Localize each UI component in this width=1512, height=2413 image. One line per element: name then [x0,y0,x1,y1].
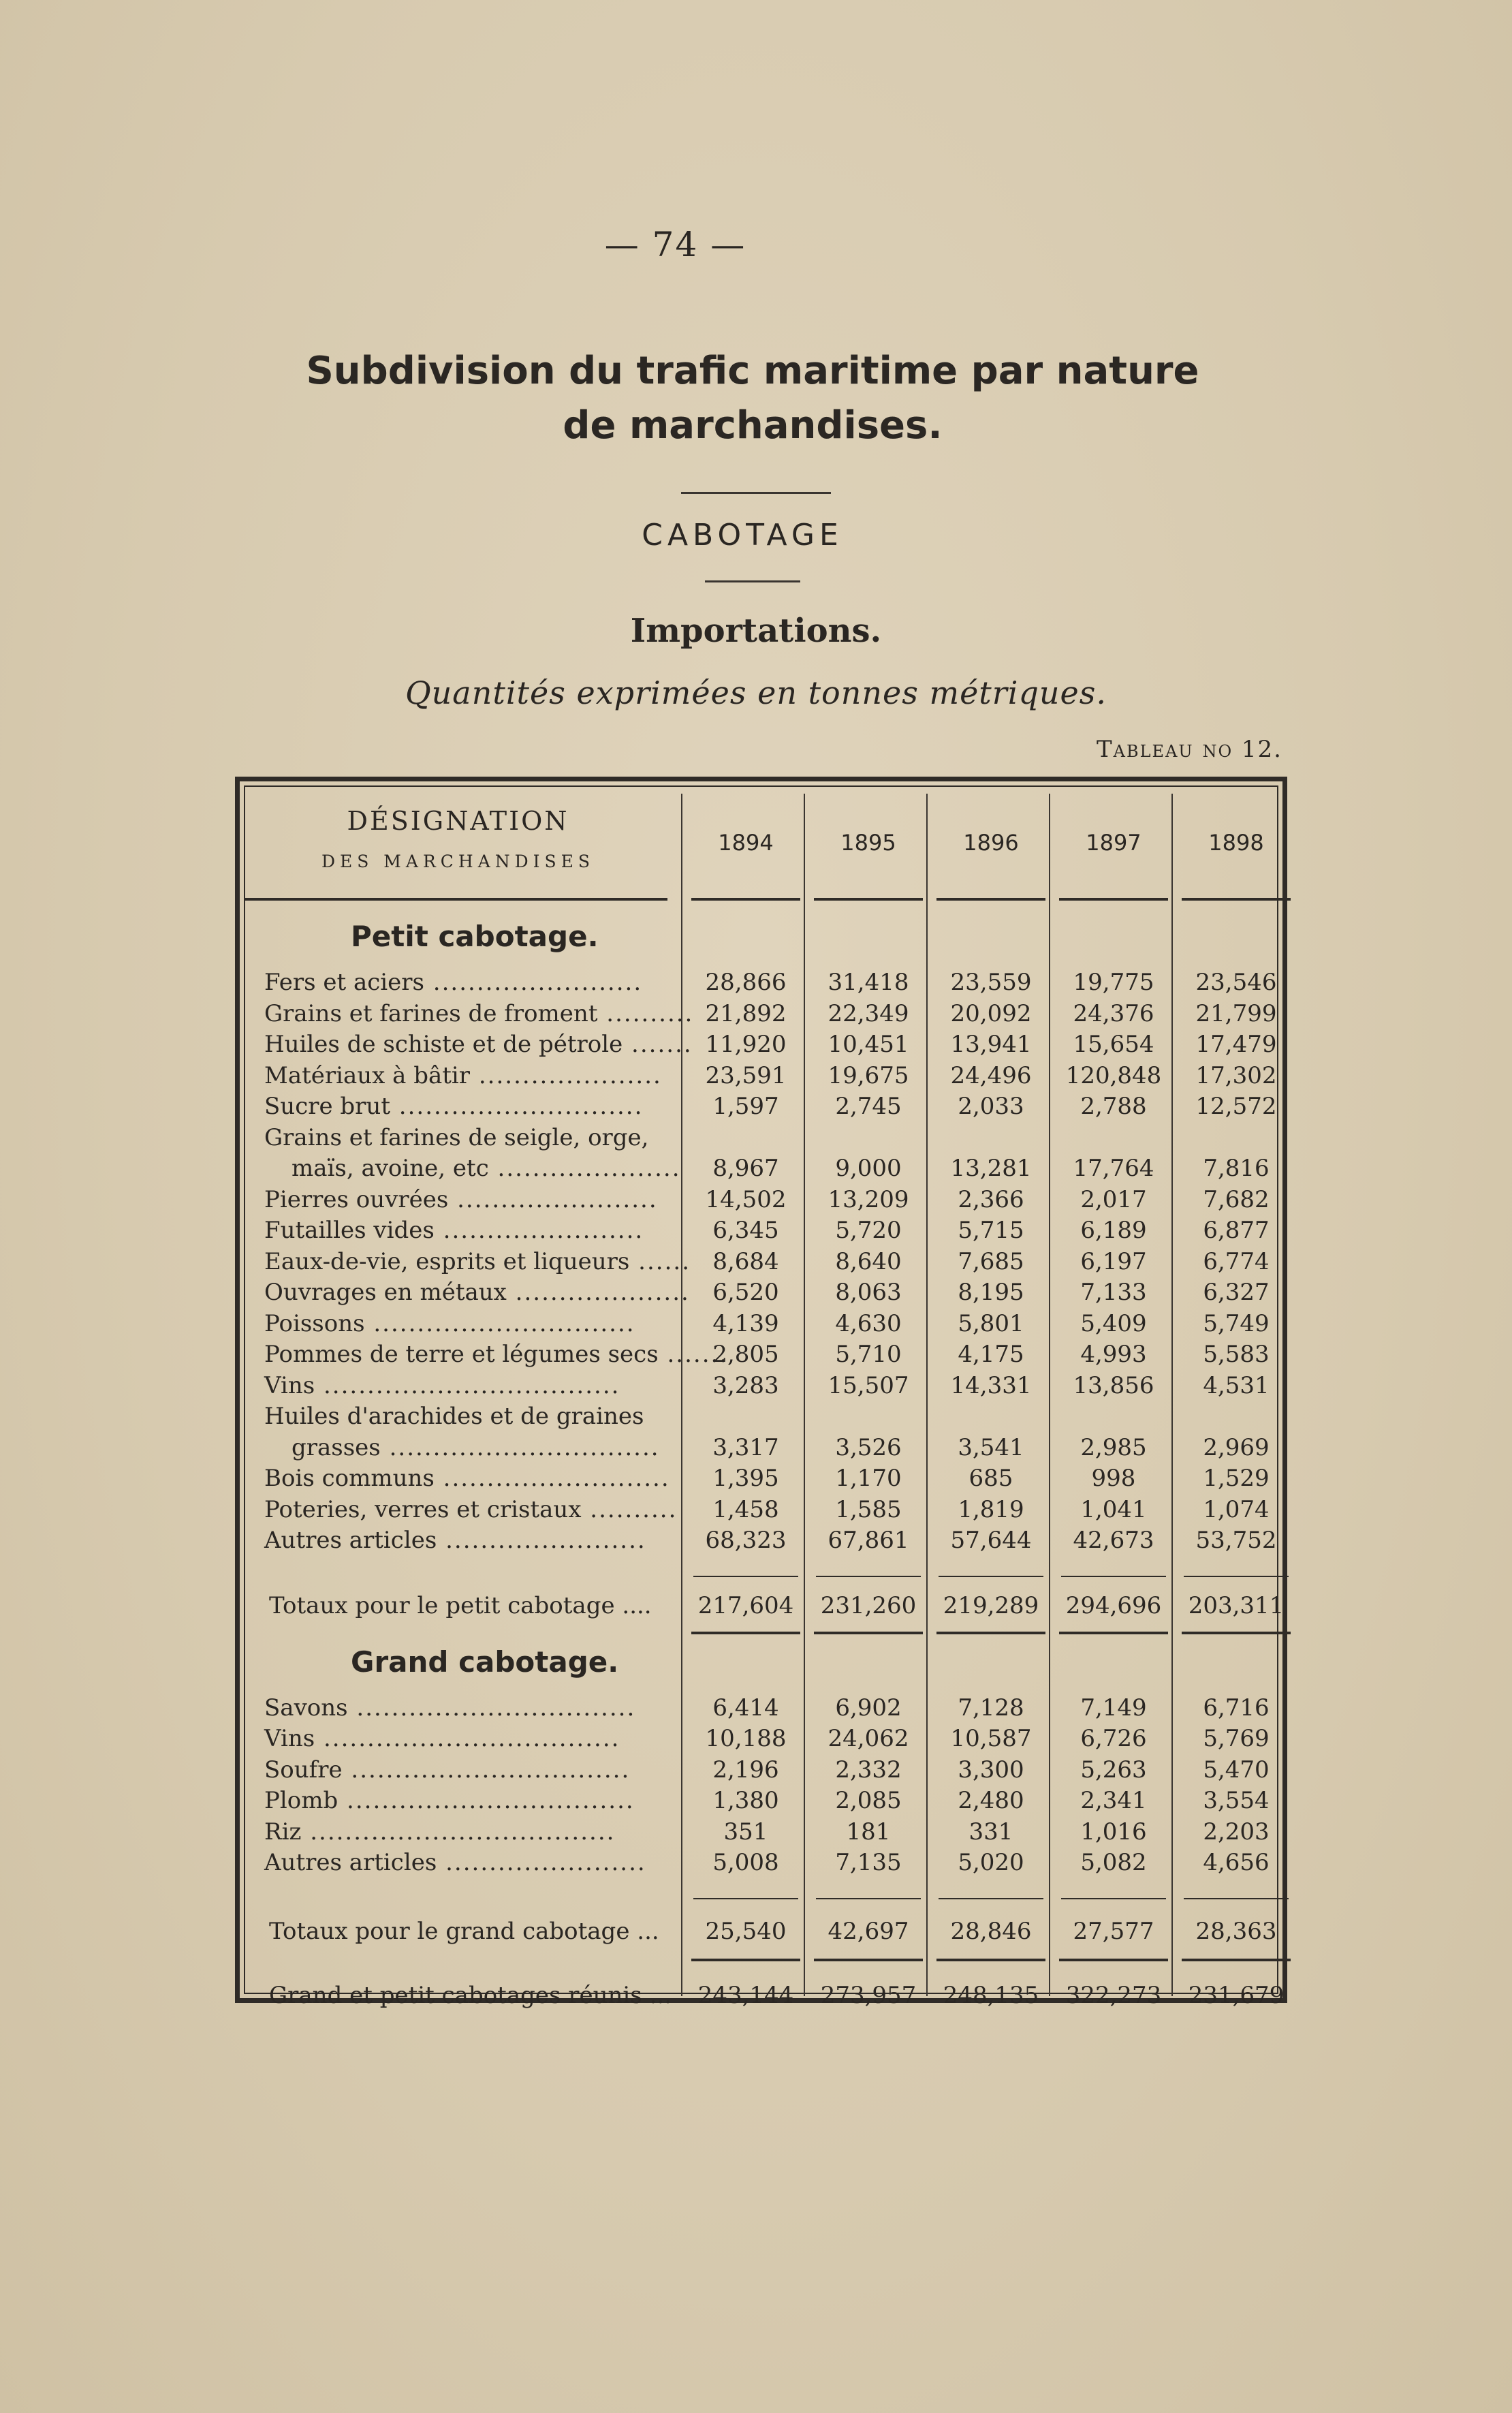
table-cell: 6,877 [1203,1217,1270,1244]
table-cell: 6,716 [1203,1694,1270,1722]
leader-dots: .............................. [364,1309,635,1337]
row-label-text: Ouvrages en métaux [264,1279,507,1306]
table-cell: 1,819 [958,1495,1024,1523]
total-rule [693,1576,798,1577]
table-number: Tableau no 12. [1096,736,1282,763]
row-label [264,999,694,1029]
table-cell: 28,866 [705,969,787,996]
table-cell: 6,774 [1203,1247,1270,1275]
table-cell: 998 [1091,1465,1136,1492]
table-cell: 4,175 [958,1341,1024,1368]
table-cell: 5,020 [958,1849,1024,1876]
total-rule [1182,1959,1291,1961]
leader-dots: ... [629,1917,659,1945]
header-year: 1897 [1086,830,1141,856]
table-cell: 6,902 [835,1694,902,1722]
leader-dots: ........................ [424,969,643,996]
table-cell: 1,597 [712,1093,779,1120]
leader-dots: ............................... [380,1433,660,1461]
group-title: Petit cabotage. [351,920,599,953]
table-cell: 20,092 [950,999,1032,1027]
table-cell: 19,775 [1073,969,1154,996]
header-year: 1894 [718,830,774,856]
leader-dots: .................................. [315,1725,620,1752]
row-label-text: Matériaux à bâtir [264,1061,471,1089]
total-rule [1182,1632,1291,1634]
total-rule [693,1898,798,1899]
row-label-text: Fers et aciers [264,969,424,996]
total-rule [936,1959,1045,1961]
table-cell: 6,197 [1080,1247,1147,1275]
total-rule [1059,1632,1168,1634]
table-cell: 13,281 [950,1155,1032,1182]
row-label-text: Vins [264,1371,315,1399]
table-cell: 17,764 [1073,1155,1154,1182]
section-label: CABOTAGE [642,518,843,552]
table-cell: 5,082 [1080,1849,1147,1876]
table-cell: 4,993 [1080,1341,1147,1368]
table-cell: 10,188 [705,1725,787,1752]
leader-dots: .......... [581,1495,678,1523]
header-year: 1898 [1208,830,1264,856]
row-label-text: Pierres ouvrées [264,1185,449,1213]
table-cell: 351 [723,1818,768,1846]
row-label-text: Grains et farines de froment [264,999,598,1027]
leader-dots: .......................... [434,1465,670,1492]
total-rule [814,1959,923,1961]
divider [705,580,800,582]
table-cell: 5,470 [1203,1756,1270,1784]
row-label [292,1153,702,1183]
row-label [264,1061,674,1091]
table-cell: 7,816 [1203,1155,1270,1182]
table-cell: 4,630 [835,1309,902,1337]
leader-dots: ....... [658,1341,729,1368]
page-number: — 74 — [604,225,746,264]
table-cell: 2,366 [958,1185,1024,1213]
header-rule [1059,898,1168,901]
table-cell: 7,685 [958,1247,1024,1275]
row-label-text: Eaux-de-vie, esprits et liqueurs [264,1247,630,1275]
table-cell: 5,769 [1203,1725,1270,1752]
total-label [269,1591,679,1621]
row-label-text: Poteries, verres et cristaux [264,1495,582,1523]
table-cell: 219,289 [943,1591,1039,1619]
table-cell: 7,128 [958,1694,1024,1722]
row-label [264,1247,691,1277]
table-cell: 203,311 [1188,1591,1285,1619]
table-cell: 5,008 [712,1849,779,1876]
table-cell: 7,135 [835,1849,902,1876]
table-cell: 2,969 [1203,1433,1270,1461]
table-cell: 3,300 [958,1756,1024,1784]
table-cell: 273,957 [820,1981,917,2009]
leader-dots: ....................... [437,1527,646,1554]
total-rule [816,1576,921,1577]
row-label-text: Plomb [264,1787,338,1814]
row-label [264,1786,674,1816]
row-label [264,1309,674,1339]
table-cell: 331 [968,1818,1013,1846]
table-cell: 4,656 [1203,1849,1270,1876]
combined-total-label-text: Grand et petit cabotages réunis [269,1981,642,2009]
leader-dots: .................................. [315,1371,620,1399]
header-designation-sub: DES MARCHANDISES [321,852,595,871]
table-cell: 1,041 [1080,1495,1147,1523]
row-label [264,1463,674,1493]
table-cell: 67,861 [828,1527,909,1554]
table-cell: 15,654 [1073,1031,1154,1058]
table-cell: 217,604 [697,1591,794,1619]
row-label-text: Poissons [264,1309,365,1337]
table-cell: 6,414 [712,1694,779,1722]
table-cell: 685 [968,1465,1013,1492]
row-label [264,1339,729,1369]
table-cell: 3,317 [712,1433,779,1461]
table-cell: 23,546 [1195,969,1277,996]
header-rule [936,898,1045,901]
total-label [269,1916,679,1946]
row-label [264,1277,690,1307]
table-cell: 2,985 [1080,1433,1147,1461]
table-cell: 11,920 [705,1031,787,1058]
row-label-text: maïs, avoine, etc [292,1155,489,1182]
header-year: 1895 [840,830,896,856]
table-cell: 22,349 [828,999,909,1027]
leader-dots: ....................... [437,1849,646,1876]
total-rule [1061,1898,1166,1899]
total-rule [691,1959,800,1961]
table-cell: 25,540 [705,1917,787,1945]
table-cell: 3,541 [958,1433,1024,1461]
header-rule [245,898,667,901]
table-cell: 5,710 [835,1341,902,1368]
table-cell: 231,260 [820,1591,917,1619]
row-label [264,1724,674,1754]
row-label [264,1215,674,1245]
table-cell: 1,585 [835,1495,902,1523]
leader-dots: ................................... [301,1818,616,1846]
table-cell: 322,273 [1065,1981,1162,2009]
table-cell: 23,591 [705,1061,787,1089]
table-cell: 7,149 [1080,1694,1147,1722]
table-cell: 248,135 [943,1981,1039,2009]
table-cell: 6,189 [1080,1217,1147,1244]
leader-dots: .......... [597,999,694,1027]
column-divider [681,794,682,1996]
leader-dots: .... [614,1591,652,1619]
table-cell: 6,327 [1203,1279,1270,1306]
leader-dots: ................................ [342,1756,631,1784]
table-cell: 8,684 [712,1247,779,1275]
table-cell: 24,496 [950,1061,1032,1089]
row-label [264,1495,678,1525]
leader-dots: ....................... [434,1217,644,1244]
table-cell: 5,749 [1203,1309,1270,1337]
row-label: Grains et farines de seigle, orge, [264,1123,649,1151]
table-cell: 294,696 [1065,1591,1162,1619]
table-cell: 24,062 [828,1725,909,1752]
leader-dots: ...... [629,1247,691,1275]
table-cell: 2,017 [1080,1185,1147,1213]
row-label [264,1848,674,1878]
total-rule [816,1898,921,1899]
header-year: 1896 [963,830,1019,856]
row-label-text: Bois communs [264,1465,435,1492]
table-cell: 1,529 [1203,1465,1270,1492]
table-cell: 13,941 [950,1031,1032,1058]
table-cell: 1,380 [712,1787,779,1814]
total-label-text: Totaux pour le petit cabotage [269,1591,615,1619]
row-label-text: Autres articles [264,1527,437,1554]
row-label-text: Sucre brut [264,1093,390,1120]
table-cell: 1,395 [712,1465,779,1492]
table-cell: 8,195 [958,1279,1024,1306]
table-cell: 5,263 [1080,1756,1147,1784]
total-rule [1059,1959,1168,1961]
table-cell: 14,331 [950,1371,1032,1399]
table-cell: 2,745 [835,1093,902,1120]
table-cell: 13,209 [828,1185,909,1213]
table-cell: 8,967 [712,1155,779,1182]
table-cell: 19,675 [828,1061,909,1089]
total-rule [814,1632,923,1634]
table-cell: 1,016 [1080,1818,1147,1846]
total-rule [1184,1576,1289,1577]
table-cell: 2,805 [712,1341,779,1368]
table-cell: 2,203 [1203,1818,1270,1846]
row-label [264,1029,693,1059]
total-rule [1061,1576,1166,1577]
leader-dots: ..................... [488,1155,681,1182]
table-cell: 28,363 [1195,1917,1277,1945]
table-cell: 5,801 [958,1309,1024,1337]
table-cell: 42,697 [828,1917,909,1945]
table-cell: 2,341 [1080,1787,1147,1814]
table-cell: 17,302 [1195,1061,1277,1089]
table-cell: 1,458 [712,1495,779,1523]
leader-dots: ................................ [347,1694,636,1722]
subtitle: Importations. [630,612,882,650]
total-rule [691,1632,800,1634]
table-cell: 12,572 [1195,1093,1277,1120]
row-label [264,1525,674,1555]
table-cell: 21,799 [1195,999,1277,1027]
table-cell: 3,554 [1203,1787,1270,1814]
table-cell: 13,856 [1073,1371,1154,1399]
row-label [264,1091,674,1121]
table-cell: 42,673 [1073,1527,1154,1554]
row-label-text: grasses [292,1433,381,1461]
table-cell: 5,715 [958,1217,1024,1244]
table-cell: 10,587 [950,1725,1032,1752]
table-cell: 6,726 [1080,1725,1147,1752]
total-rule [936,1632,1045,1634]
table-cell: 28,846 [950,1917,1032,1945]
row-label-text: Soufre [264,1756,343,1784]
leader-dots: ................................. [338,1787,635,1814]
row-label [264,1693,674,1723]
combined-total-label [269,1980,679,2010]
total-rule [939,1576,1043,1577]
table-cell: 6,345 [712,1217,779,1244]
table-cell: 2,033 [958,1093,1024,1120]
table-cell: 2,196 [712,1756,779,1784]
total-rule [939,1898,1043,1899]
table-cell: 2,085 [835,1787,902,1814]
column-divider [926,794,928,1996]
row-label-text: Pommes de terre et légumes secs [264,1341,659,1368]
table-cell: 6,520 [712,1279,779,1306]
table-cell: 7,133 [1080,1279,1147,1306]
row-label: Huiles d'arachides et de graines [264,1403,644,1430]
leader-dots: ....... [623,1031,693,1058]
table-cell: 5,583 [1203,1341,1270,1368]
table-cell: 3,526 [835,1433,902,1461]
table-cell: 10,451 [828,1031,909,1058]
table-cell: 5,720 [835,1217,902,1244]
column-divider [1049,794,1050,1996]
title-line-1: Subdivision du trafic maritime par nature [306,349,1199,393]
leader-dots: ..................... [470,1061,662,1089]
column-divider [1171,794,1173,1996]
column-divider [804,794,805,1996]
table-cell: 1,170 [835,1465,902,1492]
row-label [264,1371,674,1401]
table-cell: 2,788 [1080,1093,1147,1120]
row-label-text: Riz [264,1818,302,1846]
page-title [286,344,1219,453]
table-cell: 5,409 [1080,1309,1147,1337]
leader-dots: ....................... [448,1185,658,1213]
header-rule [691,898,800,901]
units-note: Quantités exprimées en tonnes métriques. [405,674,1107,711]
table-cell: 2,332 [835,1756,902,1784]
row-label-text: Savons [264,1694,348,1722]
table-cell: 8,640 [835,1247,902,1275]
table-cell: 24,376 [1073,999,1154,1027]
leader-dots: ............................ [390,1093,644,1120]
leader-dots: .................... [506,1279,690,1306]
row-label [264,1755,674,1785]
header-rule [1182,898,1291,901]
table-cell: 2,480 [958,1787,1024,1814]
row-label-text: Futailles vides [264,1217,435,1244]
row-label-text: Vins [264,1725,315,1752]
table-cell: 68,323 [705,1527,787,1554]
table-cell: 7,682 [1203,1185,1270,1213]
header-designation: DÉSIGNATION [347,806,569,836]
table-cell: 21,892 [705,999,787,1027]
header-rule [814,898,923,901]
table-cell: 9,000 [835,1155,902,1182]
row-label [264,1185,674,1215]
table-cell: 8,063 [835,1279,902,1306]
table-cell: 120,848 [1065,1061,1162,1089]
table-cell: 23,559 [950,969,1032,996]
table-cell: 17,479 [1195,1031,1277,1058]
row-label [292,1433,702,1463]
table-cell: 181 [846,1818,891,1846]
table-cell: 4,139 [712,1309,779,1337]
row-label-text: Autres articles [264,1849,437,1876]
table-cell: 231,679 [1188,1981,1285,2009]
table-cell: 3,283 [712,1371,779,1399]
table-cell: 243,144 [697,1981,794,2009]
table-cell: 57,644 [950,1527,1032,1554]
row-label [264,1817,674,1847]
table-cell: 15,507 [828,1371,909,1399]
total-rule [1184,1898,1289,1899]
group-title: Grand cabotage. [351,1645,619,1679]
table-cell: 31,418 [828,969,909,996]
table-cell: 1,074 [1203,1495,1270,1523]
row-label-text: Huiles de schiste et de pétrole [264,1031,623,1058]
total-label-text: Totaux pour le grand cabotage [269,1917,630,1945]
title-line-2: de marchandises. [563,403,943,448]
leader-dots: ... [642,1981,672,2009]
divider [681,492,831,494]
table-cell: 14,502 [705,1185,787,1213]
row-label [264,967,674,997]
table-cell: 27,577 [1073,1917,1154,1945]
table-cell: 53,752 [1195,1527,1277,1554]
table-cell: 4,531 [1203,1371,1270,1399]
